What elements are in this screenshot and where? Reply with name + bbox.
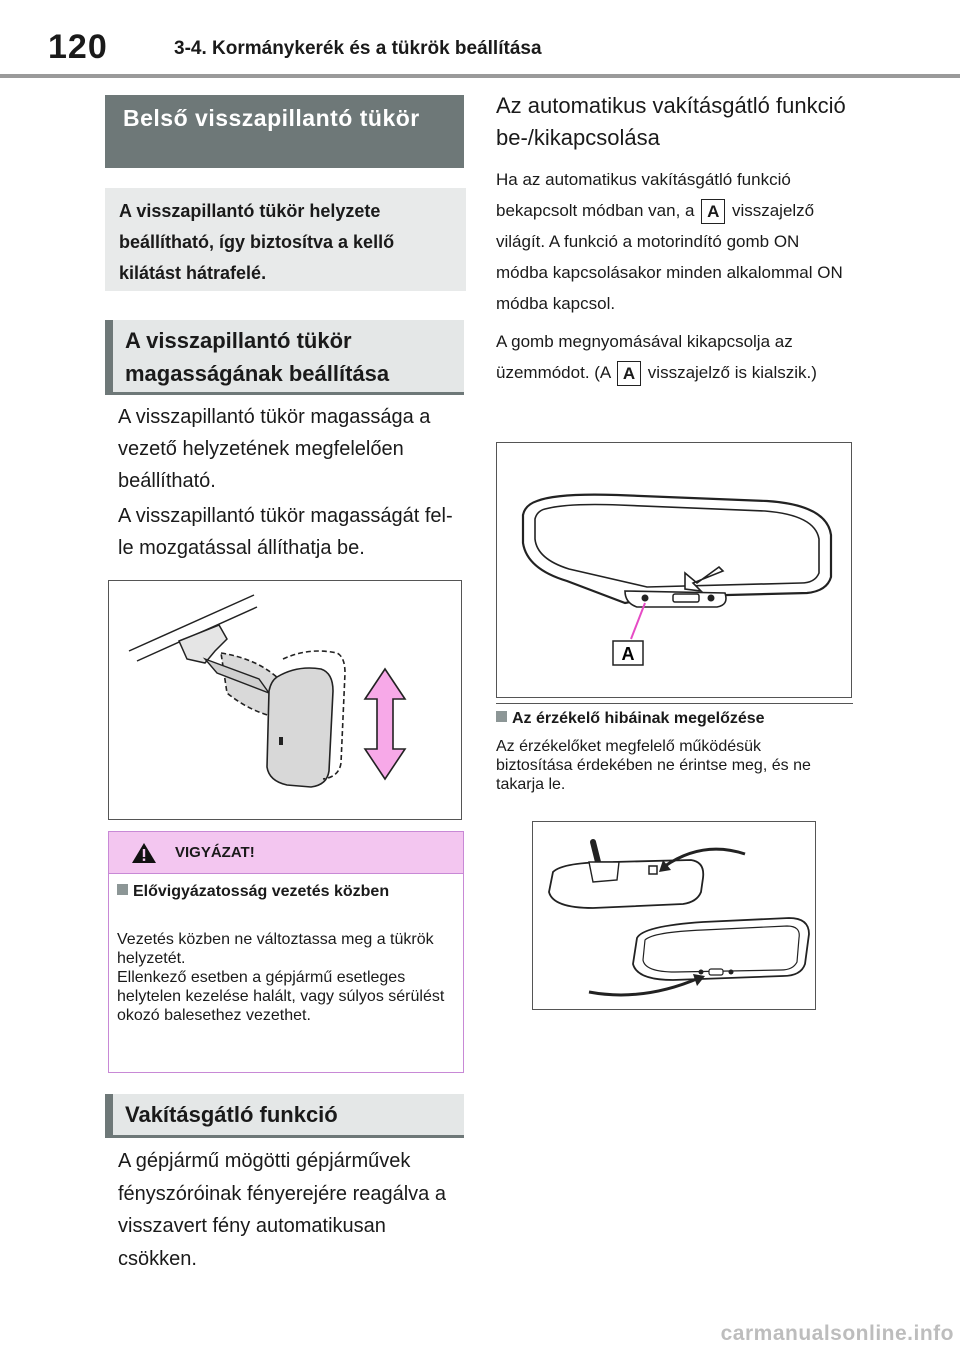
bullet-square-icon <box>117 884 128 895</box>
caution-title: VIGYÁZAT! <box>175 844 255 861</box>
caution-box <box>108 831 464 1073</box>
intro-box: A visszapillantó tükör helyzete beállítható, így biztosítva a kellő kilátást hátrafelé. <box>105 188 466 291</box>
height-text-2: A visszapillantó tükör magasságát fel-le mozgatással állíthatja be. <box>118 505 453 559</box>
toggle-title: Az automatikus vakításgátló funkció be-/kikapcsolása <box>496 93 846 150</box>
header-rule <box>0 74 960 78</box>
height-text-1: A visszapillantó tükör magassága a vezető helyzetének megfelelően beállítható. <box>118 406 431 492</box>
section-title: Belső visszapillantó tükör <box>105 95 464 168</box>
caution-subtitle: Elővigyázatosság vezetés közben <box>117 882 457 901</box>
indicator-badge: A <box>617 361 641 386</box>
sensor-location-figure <box>532 821 816 1010</box>
sensor-subtitle: Az érzékelő hibáinak megelőzése <box>496 710 765 728</box>
warning-icon <box>131 842 157 864</box>
caution-header <box>109 832 463 874</box>
antiglare-heading: Vakításgátló funkció <box>105 1094 464 1138</box>
caution-text <box>117 930 461 1025</box>
mirror-button-figure <box>496 442 852 698</box>
indicator-badge: A <box>701 199 725 224</box>
chapter-title: 3-4. Kormánykerék és a tükrök beállítása <box>174 38 542 59</box>
mirror-height-figure <box>108 580 462 820</box>
caution-text-1: Vezetés közben ne változtassa meg a tükrök helyzetét. <box>117 931 434 967</box>
caution-text-2: Ellenkező esetben a gépjármű esetleges helytelen kezelése halált, vagy súlyos sérülést okozó balesethez vezethet. <box>117 969 445 1024</box>
divider <box>496 703 853 704</box>
watermark: carmanualsonline.info <box>720 1322 954 1345</box>
toggle-paragraph-2: A gomb megnyomásával kikapcsolja az üzemmódot. (A A visszajelző is kialszik.) <box>496 326 856 388</box>
toggle-paragraph-1: Ha az automatikus vakításgátló funkció bekapcsolt módban van, a A visszajelző világít. A funkció a motorindító gomb ON módba kapcsolásakor minden alkalommal ON módba kapcsol. <box>496 170 843 313</box>
sensor-text: Az érzékelőket megfelelő működésük biztosítása érdekében ne érintse meg, és ne takarja le. <box>496 738 811 793</box>
bullet-square-icon <box>496 711 507 722</box>
figure-label-a: A <box>621 644 635 664</box>
antiglare-text: A gépjármű mögötti gépjárművek fényszóróinak fényerejére reagálva a visszavert fény automatikusan csökken. <box>118 1150 446 1270</box>
page-number: 120 <box>48 28 108 66</box>
height-heading: A visszapillantó tükör magasságának beállítása <box>105 320 464 395</box>
